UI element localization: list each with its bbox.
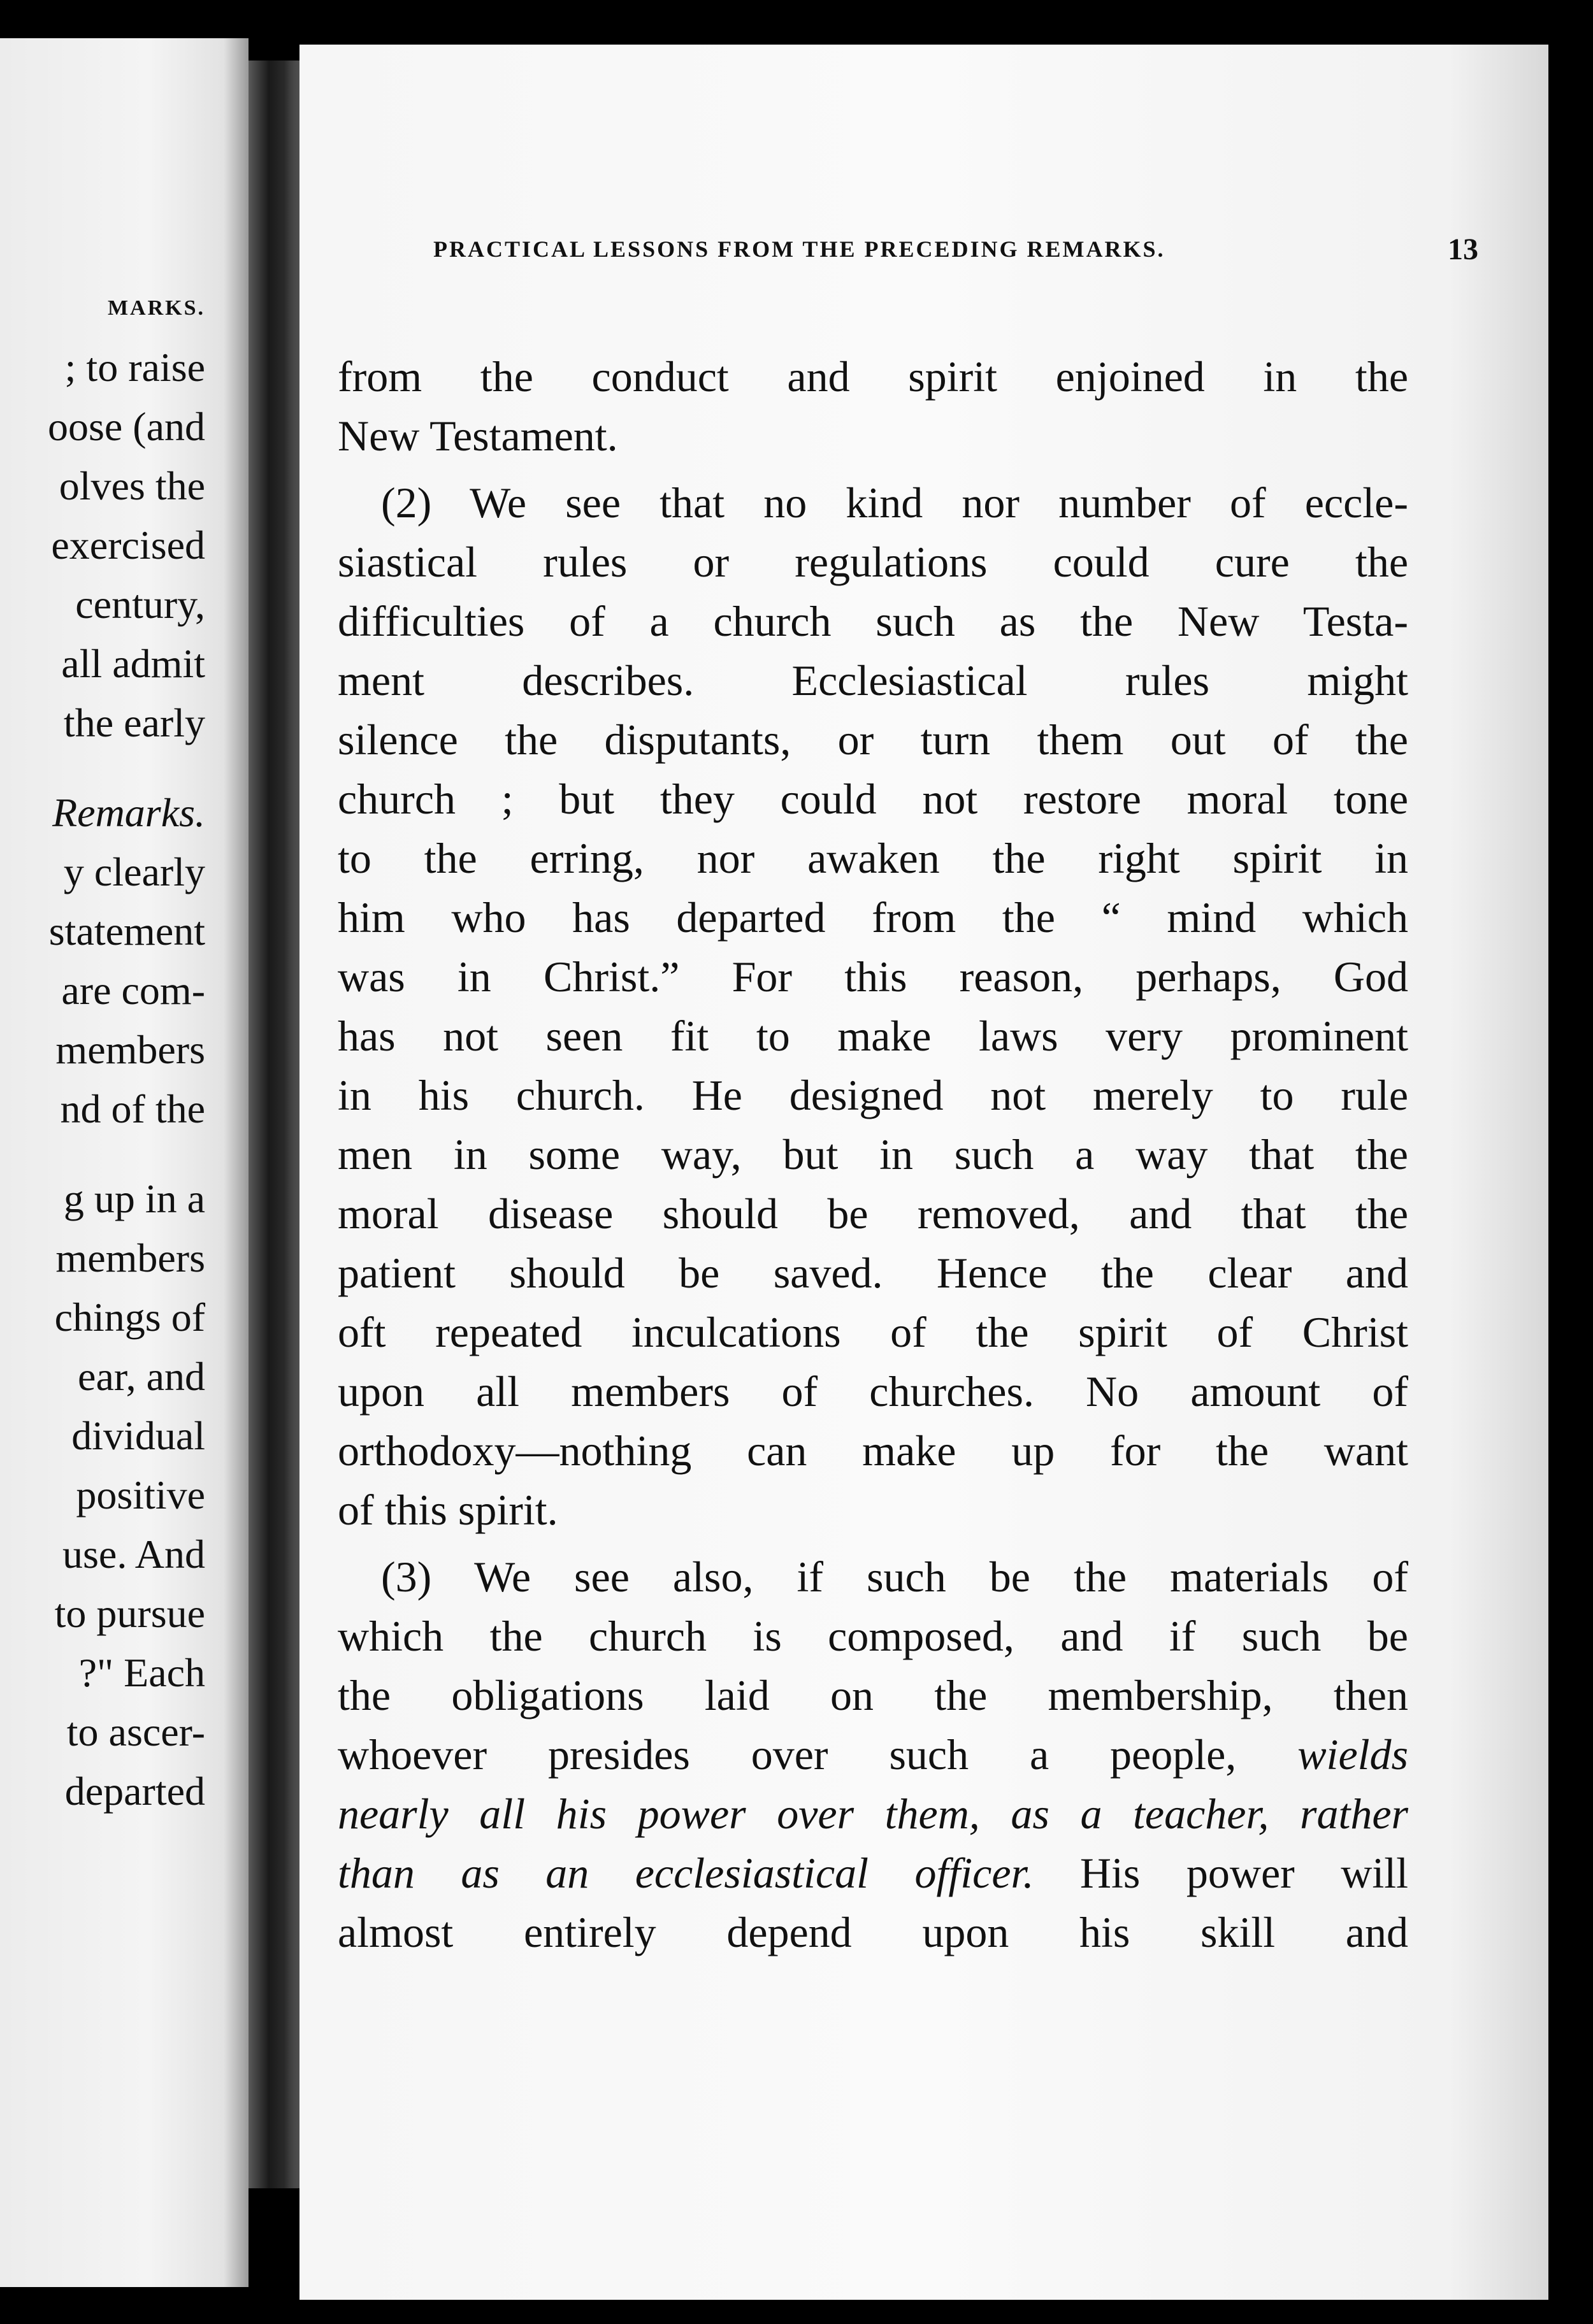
left-line: to pursue xyxy=(54,1591,205,1636)
text-line: moral disease should be removed, and that the xyxy=(338,1189,1408,1238)
text-line: oft repeated inculcations of the spirit of Christ xyxy=(338,1308,1408,1356)
text-line: church ; but they could not restore moral tone xyxy=(338,775,1408,823)
left-page-fragment xyxy=(0,38,249,2287)
text-line: silence the disputants, or turn them out of the xyxy=(338,715,1408,764)
left-line: departed xyxy=(64,1768,205,1814)
left-line: ?" Each xyxy=(78,1650,205,1695)
left-line: chings of xyxy=(54,1295,205,1340)
right-page xyxy=(299,45,1548,2300)
left-line: positive xyxy=(76,1472,205,1517)
left-line: ear, and xyxy=(78,1354,205,1399)
italic-segment: than as an ecclesiastical officer. xyxy=(338,1849,1034,1897)
left-line: to ascer- xyxy=(66,1709,205,1754)
left-line: century, xyxy=(75,582,205,627)
italic-line: nearly all his power over them, as a teacher, rather xyxy=(338,1790,1408,1838)
paragraph-2-start: (2) We see that no kind nor number of eccle- xyxy=(381,478,1408,527)
text-line: was in Christ.” For this reason, perhaps, God xyxy=(338,952,1408,1001)
text-line: from the conduct and spirit enjoined in the xyxy=(338,352,1408,401)
left-line: g up in a xyxy=(63,1176,205,1221)
left-line: y clearly xyxy=(63,849,205,894)
left-line-gap xyxy=(0,752,205,783)
text-line-mixed xyxy=(338,1844,1408,1903)
text-line: men in some way, but in such a way that the xyxy=(338,1130,1408,1179)
text-line: to the erring, nor awaken the right spirit in xyxy=(338,834,1408,882)
text-line: New Testament. xyxy=(338,412,618,460)
left-line: ; to raise xyxy=(64,345,205,390)
left-line: olves the xyxy=(59,463,205,508)
left-line-gap xyxy=(0,1138,205,1169)
text-segment: His power will xyxy=(1079,1849,1409,1897)
left-page-lines xyxy=(0,338,205,1821)
left-line: dividual xyxy=(71,1413,205,1458)
text-line: in his church. He designed not merely to rule xyxy=(338,1071,1408,1119)
left-line: the early xyxy=(63,700,205,745)
text-line: upon all members of churches. No amount of xyxy=(338,1367,1408,1416)
left-section-heading: Remarks. xyxy=(52,790,205,835)
left-line: members xyxy=(55,1027,205,1072)
text-line: orthodoxy—nothing can make up for the want xyxy=(338,1426,1408,1475)
text-line: him who has departed from the “ mind which xyxy=(338,893,1408,942)
left-line: nd of the xyxy=(60,1086,205,1131)
text-line: almost entirely depend upon his skill and xyxy=(338,1908,1408,1956)
running-head xyxy=(433,233,1478,274)
text-line: the obligations laid on the membership, then xyxy=(338,1671,1408,1719)
text-line: of this spirit. xyxy=(338,1486,558,1534)
page-number: 13 xyxy=(1448,233,1478,266)
text-line: patient should be saved. Hence the clear and xyxy=(338,1249,1408,1297)
page-body-text xyxy=(338,347,1408,1962)
paragraph-gap xyxy=(338,466,1408,473)
text-line: has not seen fit to make laws very prominent xyxy=(338,1012,1408,1060)
text-line: siastical rules or regulations could cure the xyxy=(338,538,1408,586)
text-line: difficulties of a church such as the New Testa- xyxy=(338,597,1408,645)
text-line-mixed xyxy=(338,1725,1408,1784)
left-line: members xyxy=(55,1235,205,1280)
text-line: which the church is composed, and if such be xyxy=(338,1612,1408,1660)
left-line: oose (and xyxy=(47,404,205,449)
book-gutter-shadow xyxy=(249,61,299,2188)
italic-segment: wields xyxy=(1297,1730,1408,1779)
left-line: exercised xyxy=(51,522,205,568)
left-line: all admit xyxy=(61,641,205,686)
running-title: PRACTICAL LESSONS FROM THE PRECEDING REMARKS. xyxy=(433,236,1165,262)
left-line: are com- xyxy=(61,968,205,1013)
text-line: ment describes. Ecclesiastical rules might xyxy=(338,656,1408,705)
paragraph-gap xyxy=(338,1540,1408,1547)
text-segment: whoever presides over such a people, xyxy=(338,1730,1237,1779)
left-line: statement xyxy=(48,908,205,954)
left-line: use. And xyxy=(62,1531,205,1577)
paragraph-3-start: (3) We see also, if such be the materials of xyxy=(381,1553,1408,1601)
left-running-head: MARKS. xyxy=(107,296,205,320)
